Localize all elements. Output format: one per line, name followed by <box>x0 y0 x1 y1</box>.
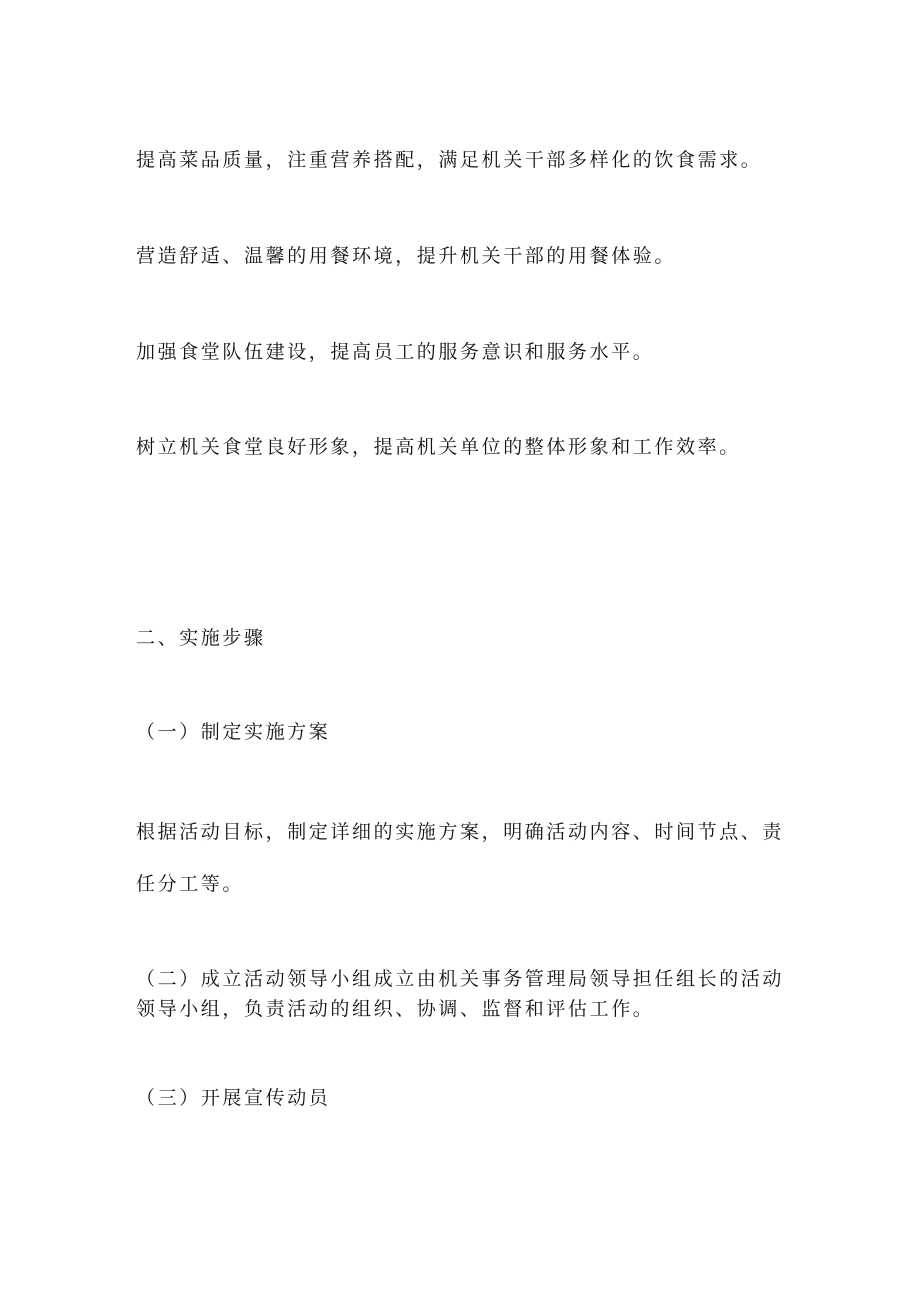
goal-paragraph-1: 提高菜品质量，注重营养搭配，满足机关干部多样化的饮食需求。 <box>136 149 763 171</box>
step-3-heading: （三）开展宣传动员 <box>136 1087 331 1109</box>
goal-paragraph-4: 树立机关食堂良好形象，提高机关单位的整体形象和工作效率。 <box>136 436 741 458</box>
step-2-body: （二）成立活动领导小组成立由机关事务管理局领导担任组长的活动领导小组，负责活动的组织、协调、监督和评估工作。 <box>136 968 785 1020</box>
step-1-heading: （一）制定实施方案 <box>136 721 331 743</box>
goal-paragraph-2: 营造舒适、温馨的用餐环境，提升机关干部的用餐体验。 <box>136 245 677 267</box>
section-heading-implementation-steps: 二、实施步骤 <box>136 627 266 649</box>
goal-paragraph-3: 加强食堂队伍建设，提高员工的服务意识和服务水平。 <box>136 341 655 363</box>
step-1-body: 根据活动目标，制定详细的实施方案，明确活动内容、时间节点、责任分工等。 <box>136 821 785 895</box>
